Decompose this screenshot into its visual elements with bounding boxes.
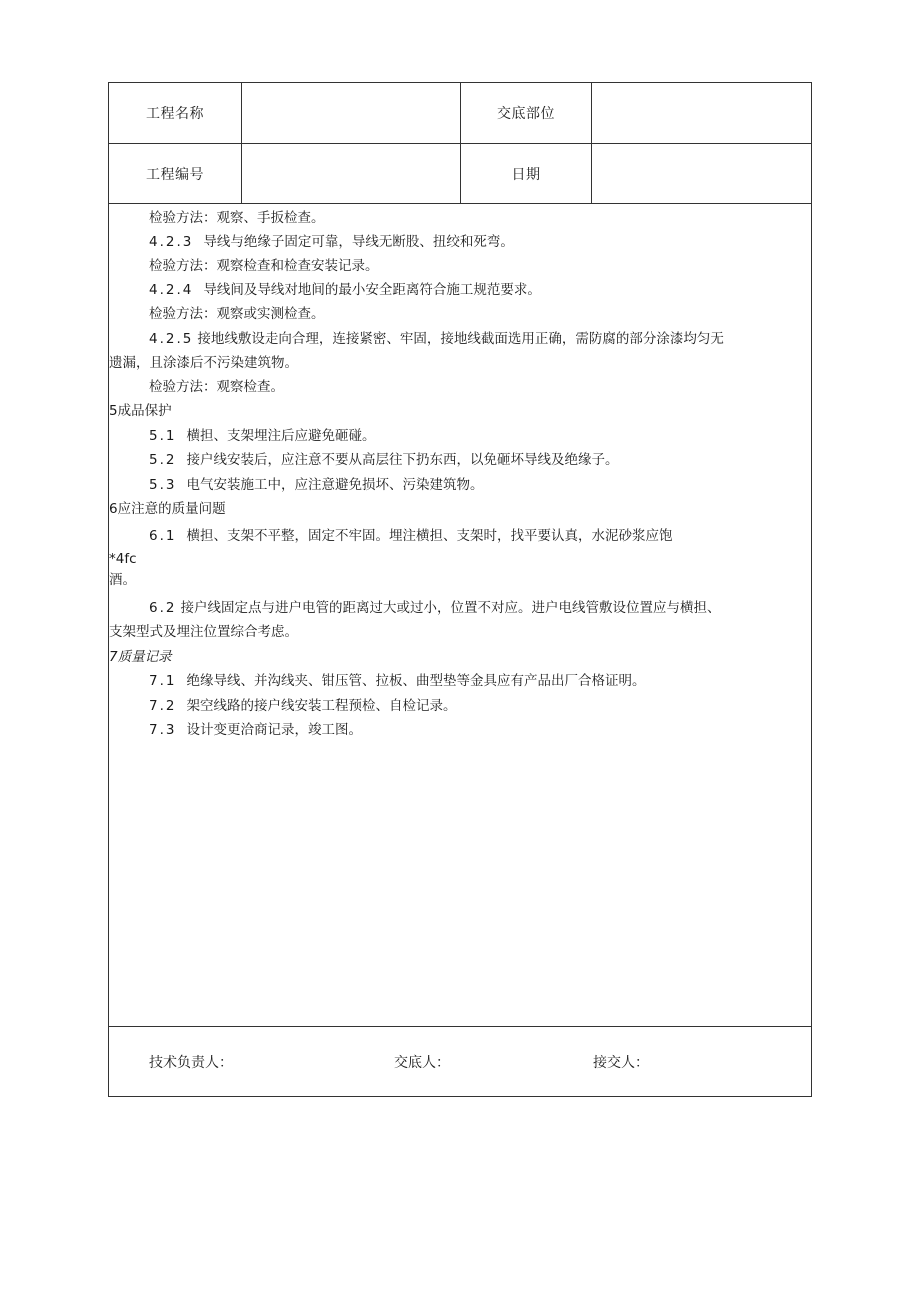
header-row-1 [109, 83, 811, 144]
text-line: 酒。 [109, 572, 136, 588]
text-line: 检验方法：观察、手扳检查。 [149, 210, 325, 226]
text-line: 支架型式及埋注位置综合考虑。 [109, 624, 298, 640]
text-line: 检验方法：观察或实测检查。 [149, 306, 325, 322]
handover-by-signature-label: 交底人： [394, 1055, 450, 1071]
text-line: 5.1 横担、支架埋注后应避免砸碰。 [149, 428, 376, 444]
handover-part-label: 交底部位 [461, 83, 592, 143]
text-line: 检验方法：观察检查和检查安装记录。 [149, 258, 379, 274]
project-no-label: 工程编号 [109, 144, 242, 203]
text-line: 4.2.4 导线间及导线对地间的最小安全距离符合施工规范要求。 [149, 282, 541, 298]
text-line: 4.2.5 接地线敷设走向合理，连接紧密、牢固，接地线截面选用正确，需防腐的部分涂漆均匀无 [149, 331, 724, 347]
text-line: 5.3 电气安装施工中，应注意避免损坏、污染建筑物。 [149, 477, 484, 493]
tech-lead-signature-label: 技术负责人： [149, 1055, 233, 1071]
header-row-2 [109, 144, 811, 204]
project-no-field[interactable] [242, 144, 461, 203]
text-line: 7.2 架空线路的接户线安装工程预检、自检记录。 [149, 698, 457, 714]
handover-form [108, 82, 812, 1097]
text-line: 6.2 接户线固定点与进户电管的距离过大或过小，位置不对应。进户电线管敷设位置应与横担、 [149, 600, 721, 616]
receiver-signature-label: 接交人： [593, 1055, 649, 1071]
section-heading: 6应注意的质量问题 [109, 501, 226, 517]
handover-content [109, 204, 811, 1027]
text-line: *4fc [109, 551, 137, 567]
date-field[interactable] [592, 144, 811, 203]
project-name-field[interactable] [242, 83, 461, 143]
section-heading: 5成品保护 [109, 403, 172, 419]
handover-part-field[interactable] [592, 83, 811, 143]
text-line: 7.1 绝缘导线、并沟线夹、钳压管、拉板、曲型垫等金具应有产品出厂合格证明。 [149, 673, 646, 689]
text-line: 6.1 横担、支架不平整，固定不牢固。埋注横担、支架时，找平要认真，水泥砂浆应饱 [149, 528, 673, 544]
text-line: 4.2.3 导线与绝缘子固定可靠，导线无断股、扭绞和死弯。 [149, 234, 514, 250]
text-line: 5.2 接户线安装后，应注意不要从高层往下扔东西，以免砸坏导线及绝缘子。 [149, 452, 619, 468]
text-line: 检验方法：观察检查。 [149, 379, 284, 395]
text-line: 7.3 设计变更洽商记录，竣工图。 [149, 722, 362, 738]
project-name-label: 工程名称 [109, 83, 242, 143]
text-line: 遗漏，且涂漆后不污染建筑物。 [109, 355, 298, 371]
signature-row [109, 1027, 811, 1096]
section-heading: 7质量记录 [109, 649, 172, 665]
date-label: 日期 [461, 144, 592, 203]
